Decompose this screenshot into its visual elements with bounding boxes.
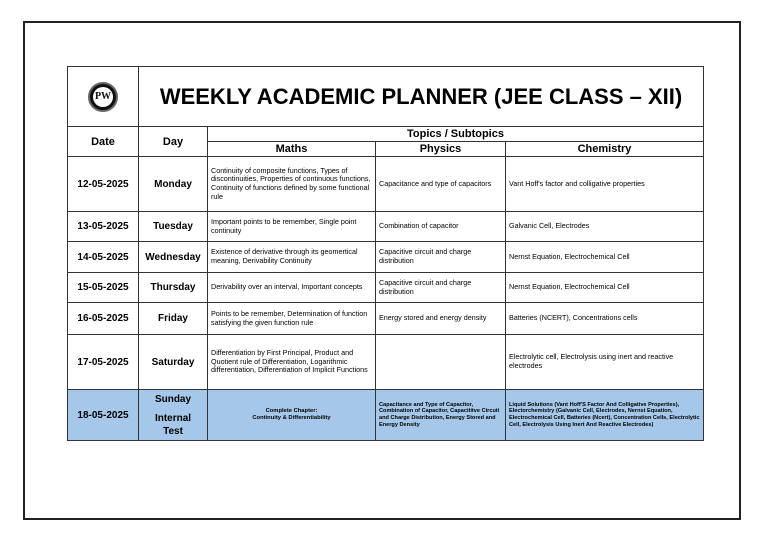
date-cell: 18-05-2025	[68, 390, 139, 441]
day-cell: Friday	[139, 303, 208, 335]
date-cell: 16-05-2025	[68, 303, 139, 335]
chemistry-cell: Vant Hoff's factor and colligative properties	[506, 157, 704, 212]
header-row-1	[68, 127, 704, 142]
table-row	[68, 335, 704, 390]
test-maths-cell	[208, 390, 376, 441]
chemistry-cell: Nernst Equation, Electrochemical Cell	[506, 273, 704, 303]
test-day-line: Internal	[154, 412, 192, 424]
chemistry-header: Chemistry	[506, 142, 704, 157]
test-maths-line: Complete Chapter:	[265, 408, 318, 414]
day-cell: Wednesday	[139, 242, 208, 273]
date-cell: 15-05-2025	[68, 273, 139, 303]
physics-cell: Capacitive circuit and charge distribution	[376, 273, 506, 303]
maths-cell: Existence of derivative through its geomertical meaning, Derivability Continuity	[208, 242, 376, 273]
maths-cell: Continuity of composite functions, Types of discontinuities, Properties of continuous functions, Continuity of functions defined by some functional rule	[208, 157, 376, 212]
date-cell: 14-05-2025	[68, 242, 139, 273]
planner-title: WEEKLY ACADEMIC PLANNER (JEE CLASS – XII)	[139, 67, 704, 127]
test-chemistry-cell: Liquid Solutions (Vant Hoff'S Factor And Colligative Properties), Electorchemistry (Galvanic Cell, Electrodes, Nernst Equation, Electrochemical Cell, Batteries (Ncert), Concentration Cells, Electrolytic Cell, Electrolysis Using Inert And Reactive Electrodes)	[506, 390, 704, 441]
date-cell: 12-05-2025	[68, 157, 139, 212]
test-day-line: Sunday	[154, 393, 192, 405]
date-cell: 13-05-2025	[68, 212, 139, 242]
maths-cell: Important points to be remember, Single point continuity	[208, 212, 376, 242]
table-row	[68, 157, 704, 212]
physics-header: Physics	[376, 142, 506, 157]
pw-logo-text: PW	[93, 87, 113, 107]
chemistry-cell: Batteries (NCERT), Concentrations cells	[506, 303, 704, 335]
pw-logo-icon	[88, 82, 118, 112]
date-cell: 17-05-2025	[68, 335, 139, 390]
weekly-planner-table	[67, 66, 704, 441]
physics-cell	[376, 335, 506, 390]
maths-cell: Derivability over an interval, Important concepts	[208, 273, 376, 303]
maths-cell: Differentiation by First Principal, Product and Quotient rule of Differentiation, Logarithmic differentiation, Differentiation of Implicit Functions	[208, 335, 376, 390]
table-row	[68, 273, 704, 303]
logo-cell	[68, 67, 139, 127]
test-day-cell	[139, 390, 208, 441]
physics-cell: Combination of capacitor	[376, 212, 506, 242]
date-header: Date	[68, 127, 139, 157]
maths-cell: Points to be remember, Determination of function satisfying the given function rule	[208, 303, 376, 335]
internal-test-row	[68, 390, 704, 441]
test-physics-cell: Capacitance and Type of Capacitor, Combination of Capacitor, Capacititve Circuit and Charge Distribution, Energy Stored and Energy Density	[376, 390, 506, 441]
physics-cell: Energy stored and energy density	[376, 303, 506, 335]
maths-header: Maths	[208, 142, 376, 157]
topics-header: Topics / Subtopics	[208, 127, 704, 142]
table-row	[68, 242, 704, 273]
chemistry-cell: Electrolytic cell, Electrolysis using inert and reactive electrodes	[506, 335, 704, 390]
day-cell: Thursday	[139, 273, 208, 303]
chemistry-cell: Nernst Equation, Electrochemical Cell	[506, 242, 704, 273]
physics-cell: Capacitive circuit and charge distribution	[376, 242, 506, 273]
day-cell: Saturday	[139, 335, 208, 390]
table-row	[68, 212, 704, 242]
day-header: Day	[139, 127, 208, 157]
test-maths-line: Continuity & Differentiability	[252, 415, 331, 421]
day-cell: Tuesday	[139, 212, 208, 242]
day-cell: Monday	[139, 157, 208, 212]
physics-cell: Capacitance and type of capacitors	[376, 157, 506, 212]
title-row	[68, 67, 704, 127]
chemistry-cell: Galvanic Cell, Electrodes	[506, 212, 704, 242]
table-row	[68, 303, 704, 335]
test-day-line: Test	[163, 425, 183, 437]
